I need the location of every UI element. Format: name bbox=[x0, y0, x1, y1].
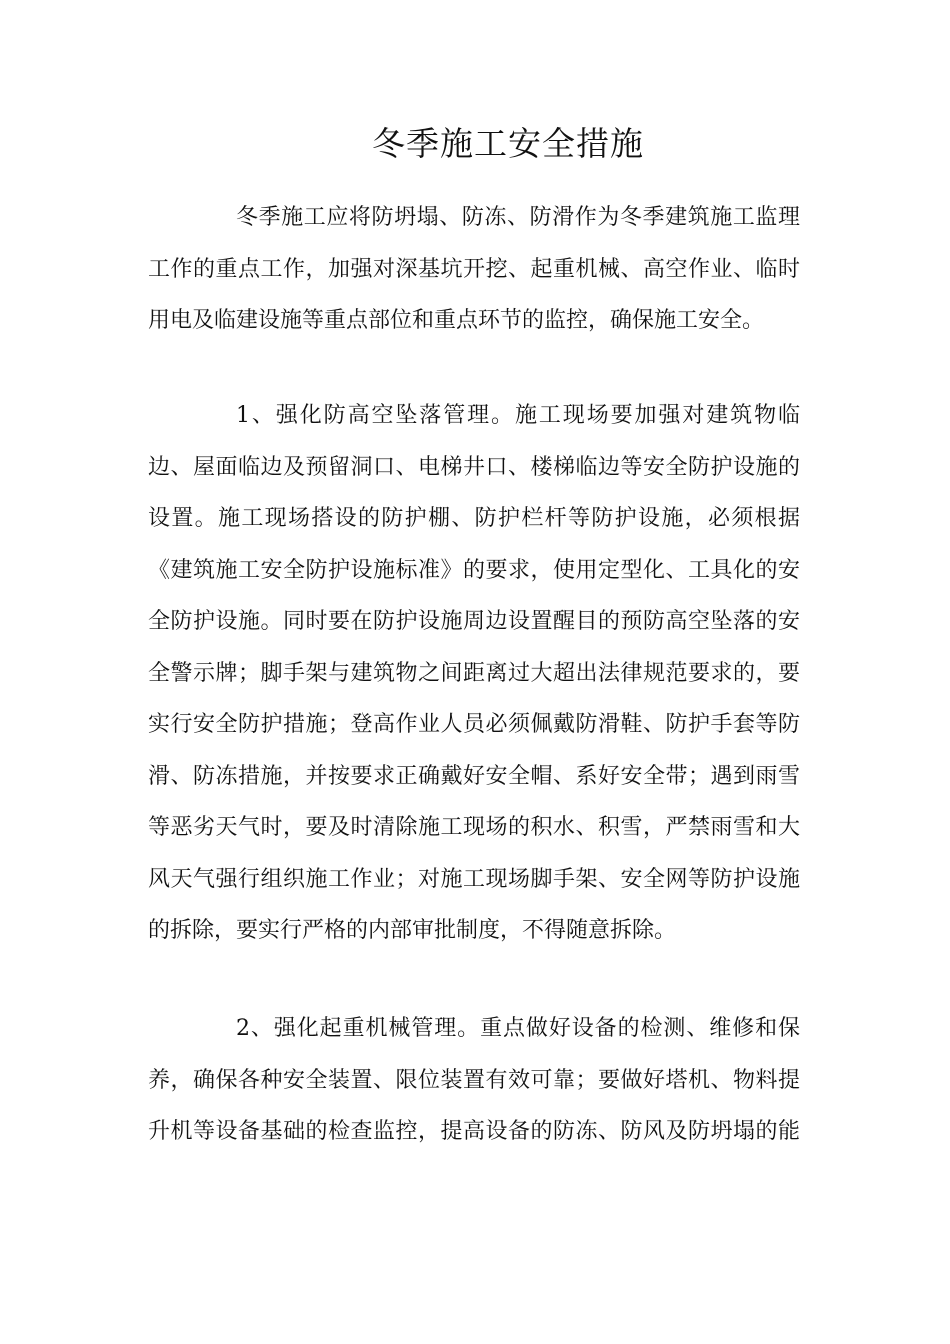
paragraph-line: 全防护设施。同时要在防护设施周边设置醒目的预防高空坠落的安 bbox=[148, 609, 800, 634]
paragraph-line: 设置。施工现场搭设的防护棚、防护栏杆等防护设施，必须根据 bbox=[148, 506, 800, 531]
item-1-paragraph bbox=[148, 390, 800, 957]
paragraph-line: 1、强化防高空坠落管理。施工现场要加强对建筑物临 bbox=[236, 403, 800, 428]
paragraph-line: 工作的重点工作，加强对深基坑开挖、起重机械、高空作业、临时 bbox=[148, 256, 800, 282]
paragraph-line: 全警示牌；脚手架与建筑物之间距离过大超出法律规范要求的，要 bbox=[148, 660, 800, 686]
paragraph-line: 等恶劣天气时，要及时清除施工现场的积水、积雪，严禁雨雪和大 bbox=[148, 815, 800, 840]
item-2-paragraph bbox=[148, 1003, 800, 1158]
paragraph-line: 用电及临建设施等重点部位和重点环节的监控，确保施工安全。 bbox=[148, 308, 765, 333]
paragraph-line: 的拆除，要实行严格的内部审批制度，不得随意拆除。 bbox=[148, 918, 677, 943]
intro-paragraph bbox=[148, 192, 800, 347]
paragraph-line: 2、强化起重机械管理。重点做好设备的检测、维修和保 bbox=[236, 1016, 800, 1041]
paragraph-line: 滑、防冻措施，并按要求正确戴好安全帽、系好安全带；遇到雨雪 bbox=[148, 763, 800, 789]
paragraph-line: 养，确保各种安全装置、限位装置有效可靠；要做好塔机、物料提 bbox=[148, 1067, 800, 1093]
paragraph-line: 风天气强行组织施工作业；对施工现场脚手架、安全网等防护设施 bbox=[148, 866, 800, 892]
paragraph-line: 边、屋面临边及预留洞口、电梯井口、楼梯临边等安全防护设施的 bbox=[148, 454, 800, 480]
paragraph-line: 冬季施工应将防坍塌、防冻、防滑作为冬季建筑施工监理 bbox=[236, 205, 800, 230]
paragraph-line: 《建筑施工安全防护设施标准》的要求，使用定型化、工具化的安 bbox=[148, 557, 800, 583]
document-title: 冬季施工安全措施 bbox=[372, 124, 644, 163]
paragraph-line: 升机等设备基础的检查监控，提高设备的防冻、防风及防坍塌的能 bbox=[148, 1119, 800, 1144]
paragraph-line: 实行安全防护措施；登高作业人员必须佩戴防滑鞋、防护手套等防 bbox=[148, 712, 800, 737]
